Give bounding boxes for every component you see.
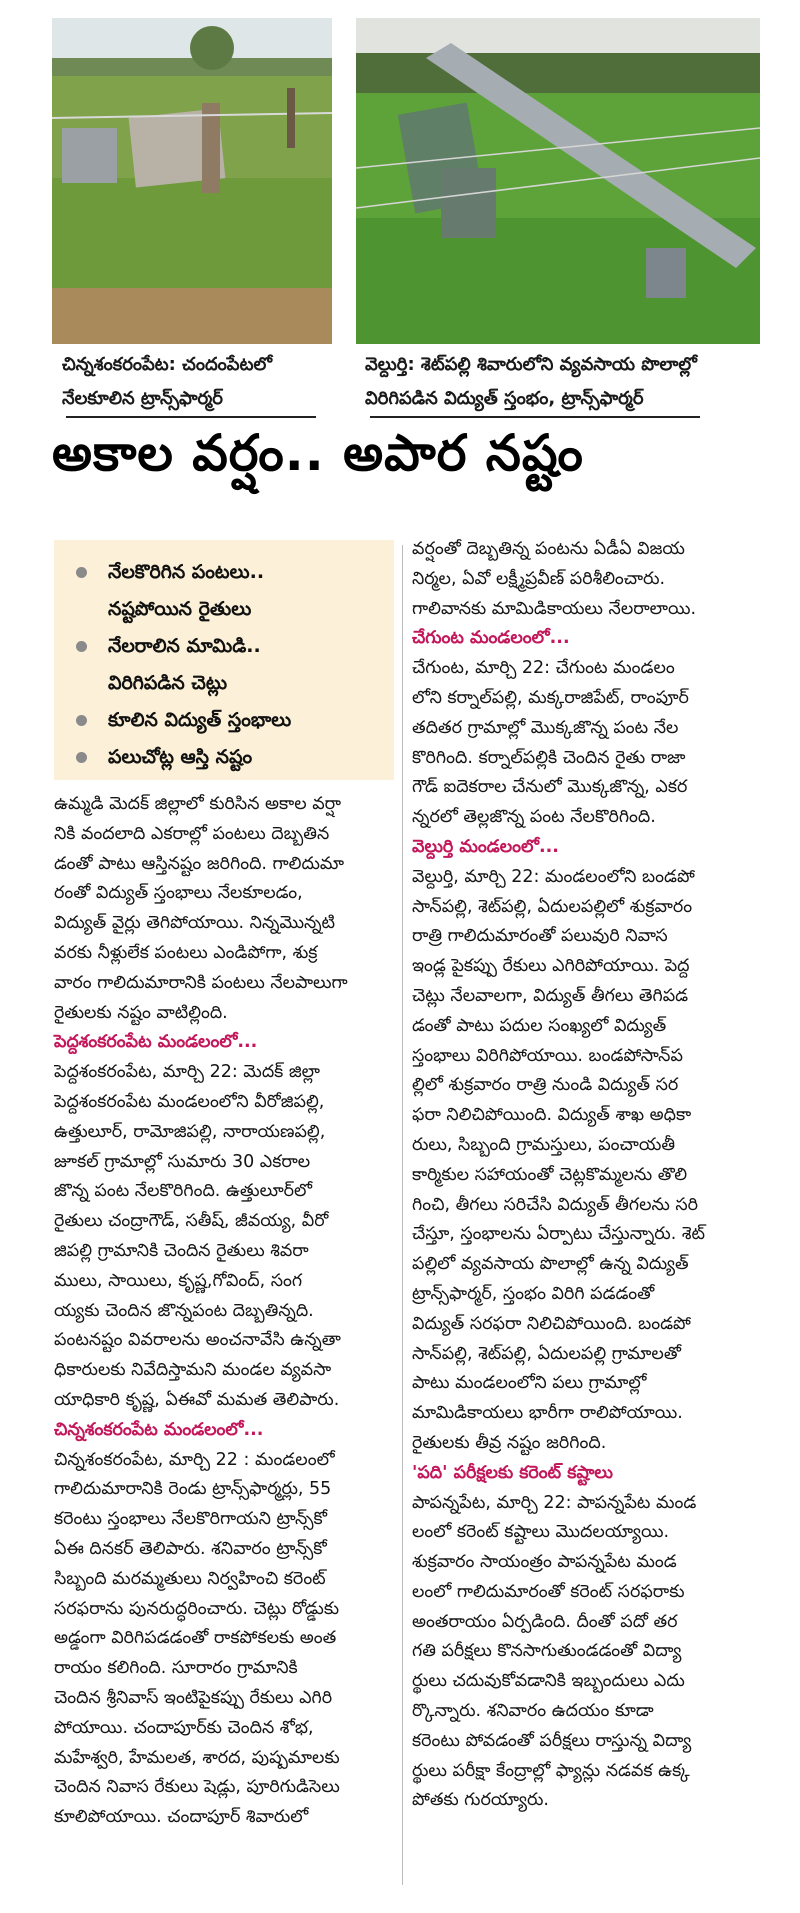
text-line: ట్రాన్స్‌ఫార్మర్, స్తంభం విరిగి పడడంతో <box>412 1283 655 1304</box>
column-divider <box>402 545 403 1885</box>
text-line: పాటు మండలంలోని పలు గ్రామాల్లో <box>412 1373 647 1394</box>
text-line: డంతో పాటు ఆస్తినష్టం జరిగింది. గాలిదుమా <box>54 853 345 874</box>
text-line: ఉమ్మడి మెదక్ జిల్లాలో కురిసిన అకాల వర్షా <box>54 794 342 814</box>
text-line: పెద్దశంకరంపేట, మార్చి 22: మెదక్ జిల్లా <box>54 1062 320 1083</box>
text-line: కొరిగింది. కర్నాల్‌పల్లికి చెందిన రైతు రాజా <box>412 747 686 768</box>
text-line: నికి వందలాది ఎకరాల్లో పంటలు దెబ్బతిన <box>54 823 330 844</box>
caption-line: విరిగిపడిన విద్యుత్ స్తంభం, ట్రాన్స్‌ఫార్మర్ <box>365 388 644 409</box>
text-line: చెందిన నివాస రేకులు షెడ్లు, పూరిగుడిసెలు <box>54 1777 340 1798</box>
text-line: చెట్లు నేలవాలగా, విద్యుత్ తీగలు తెగిపడ <box>412 985 689 1006</box>
text-line: కార్మికుల సహాయంతో చెట్లకొమ్మలను తొలి <box>412 1164 688 1185</box>
text-line: రులు, సిబ్బంది గ్రామస్తులు, పంచాయతీ <box>412 1134 676 1155</box>
caption-line: నేలకూలిన ట్రాన్స్‌ఫార్మర్ <box>62 388 223 409</box>
text-line: కూలిపోయాయి. చందాపూర్ శివారులో <box>54 1807 309 1828</box>
text-line: ధికారులకు నివేదిస్తామని మండల వ్యవసా <box>54 1360 332 1381</box>
text-line: సాన్‌పల్లి, శెట్‌పల్లి, ఏదులపల్లి గ్రామాలతో <box>412 1343 681 1364</box>
text-line: సరఫరాను పునరుద్ధరించారు. చెట్లు రోడ్డుకు <box>54 1598 340 1619</box>
text-line: జొన్న పంట నేలకొరిగింది. ఉత్తులూర్‌లో <box>54 1181 313 1202</box>
highlight-item: నేలరాలిన మామిడి.. <box>76 628 394 665</box>
text-line: రైతులు చంద్రాగౌడ్, సతీష్, జీవయ్య, వీరో <box>54 1211 329 1232</box>
text-line: ల్లిలో శుక్రవారం రాత్రి నుండి విద్యుత్ సర <box>412 1075 679 1096</box>
text-line: చేగుంట, మార్చి 22: చేగుంట మండలం <box>412 658 675 679</box>
text-line: వారం గాలిదుమారానికి పంటలు నేలపాలుగా <box>54 972 348 993</box>
text-line: పెద్దశంకరంపేట మండలంలోని వీరోజిపల్లి, <box>54 1091 325 1112</box>
text-line: ఏఈ దినకర్ తెలిపారు. శనివారం ట్రాన్స్‌కో <box>54 1538 327 1559</box>
text-line: గతి పరీక్షలు కొనసాగుతుండడంతో విద్యా <box>412 1641 682 1662</box>
photo-caption-left <box>62 348 272 416</box>
text-line: వర్షంతో దెబ్బతిన్న పంటను ఏడీఏ విజయ <box>412 539 685 559</box>
text-line: మహేశ్వరి, హేమలత, శారద, పుష్పమాలకు <box>54 1747 340 1768</box>
text-line: నిర్మల, ఏవో లక్ష్మీప్రవీణ్ పరిశీలించారు. <box>412 568 666 589</box>
text-line: ఉత్తులూర్, రామోజిపల్లి, నారాయణపల్లి, <box>54 1121 326 1142</box>
text-line: పోతకు గురయ్యారు. <box>412 1790 549 1811</box>
text-line: ఇండ్ల పైకప్పు రేకులు ఎగిరిపోయాయి. పెద్ద <box>412 956 690 977</box>
right-column <box>412 535 762 1816</box>
bullet-icon <box>76 752 87 763</box>
text-line: శుక్రవారం సాయంత్రం పాపన్నపేట మండ <box>412 1552 677 1573</box>
text-line: ములు, సాయిలు, కృష్ణ,గోవింద్, సంగ <box>54 1270 303 1291</box>
text-line: ఫరా నిలిచిపోయింది. విద్యుత్ శాఖ అధికా <box>412 1105 692 1126</box>
left-column <box>54 790 394 1833</box>
text-line: గాలిదుమారానికి రెండు ట్రాన్స్‌ఫార్మర్లు, 55 <box>54 1479 332 1500</box>
text-line: ర్థులు పరీక్షా కేంద్రాల్లో ఫ్యాన్లు నడవక ఉక్క <box>412 1760 690 1781</box>
text-line: చిన్నశంకరంపేట, మార్చి 22 : మండలంలో <box>54 1449 335 1470</box>
text-line: రైతులకు నష్టం వాటిల్లింది. <box>54 1002 228 1023</box>
highlight-item: కూలిన విద్యుత్ స్తంభాలు <box>76 702 394 739</box>
text-line: గౌడ్ ఐదెకరాల చేనులో మొక్కజొన్న, ఎకర <box>412 777 688 798</box>
bullet-icon <box>76 567 87 578</box>
subheading-exam-power-issues: 'పది' పరీక్షలకు కరెంట్ కష్టాలు <box>412 1462 613 1483</box>
text-line: న్నరలో తెల్లజొన్న పంట నేలకొరిగింది. <box>412 807 656 828</box>
text-line: సిబ్బంది మరమ్మతులు నిర్వహించి కరెంట్ <box>54 1568 326 1589</box>
text-line: య్యకు చెందిన జొన్నపంట దెబ్బతిన్నది. <box>54 1300 314 1321</box>
text-line: అడ్డంగా విరిగిపడడంతో రాకపోకలకు అంత <box>54 1628 337 1649</box>
text-line: ర్కొన్నారు. శనివారం ఉదయం కూడా <box>412 1701 654 1722</box>
text-line: జూకల్ గ్రామాల్లో సుమారు 30 ఎకరాల <box>54 1151 311 1172</box>
text-line: పంటనష్టం వివరాలను అంచనావేసి ఉన్నతా <box>54 1330 341 1351</box>
text-line: ర్థులు చదువుకోవడానికి ఇబ్బందులు ఎదు <box>412 1671 685 1692</box>
photo-caption-right <box>365 348 697 416</box>
text-line: కరెంటు స్తంభాలు నేలకొరిగాయని ట్రాన్స్‌కో <box>54 1509 328 1530</box>
photo-fallen-transformer <box>52 18 332 344</box>
text-line: లంలో గాలిదుమారంతో కరెంట్ సరఫరాకు <box>412 1581 685 1602</box>
text-line: పోయాయి. చందాపూర్‌కు చెందిన శోభ, <box>54 1717 314 1738</box>
text-line: సాన్‌పల్లి, శెట్‌పల్లి, ఏదులపల్లిలో శుక్రవారం <box>412 896 693 917</box>
text-line: విద్యుత్ వైర్లు తెగిపోయాయి. నిన్నమొన్నటి <box>54 913 336 934</box>
text-line: గించి, తీగలు సరిచేసి విద్యుత్ తీగలను సరి <box>412 1194 699 1215</box>
text-line: విద్యుత్ సరఫరా నిలిచిపోయింది. బండపో <box>412 1313 691 1334</box>
text-line: కరెంటు పోవడంతో పరీక్షలు రాస్తున్న విద్యా <box>412 1730 692 1751</box>
text-line: డంతో పాటు పదుల సంఖ్యలో విద్యుత్ <box>412 1015 667 1036</box>
caption-line: వెల్దుర్తి: శెట్‌పల్లి శివారులోని వ్యవసాయ పొలాల్లో <box>365 354 697 375</box>
text-line: వరకు నీళ్లులేక పంటలు ఎండిపోగా, శుక్ర <box>54 942 318 963</box>
text-line: యాధికారి కృష్ణ, ఏఈవో మమత తెలిపారు. <box>54 1389 340 1410</box>
highlights-box <box>54 540 394 780</box>
text-line: మామిడికాయలు భారీగా రాలిపోయాయి. <box>412 1403 683 1424</box>
photo-broken-pole <box>356 18 760 344</box>
text-line: చెందిన శ్రీనివాస్ ఇంటిపైకప్పు రేకులు ఎగిరి <box>54 1687 333 1708</box>
subheading-peddashankarampet: పెద్దశంకరంపేట మండలంలో... <box>54 1032 258 1053</box>
text-line: రంతో విద్యుత్ స్తంభాలు నేలకూలడం, <box>54 883 303 904</box>
highlight-item: పలుచోట్ల ఆస్తి నష్టం <box>76 739 394 776</box>
text-line: లోని కర్నాల్‌పల్లి, మక్కరాజిపేట్, రాంపూర్ <box>412 687 689 708</box>
text-line: లంలో కరెంట్ కష్టాలు మొదలయ్యాయి. <box>412 1522 670 1543</box>
text-line: గాలివానకు మామిడికాయలు నేలరాలాయి. <box>412 598 697 619</box>
highlight-item: నేలకొరిగిన పంటలు.. <box>76 554 394 591</box>
text-line: రాత్రి గాలిదుమారంతో పలువురి నివాస <box>412 926 668 947</box>
highlight-item-cont: విరిగిపడిన చెట్లు <box>108 672 228 694</box>
subheading-chinnashankarampet: చిన్నశంకరంపేట మండలంలో... <box>54 1419 264 1440</box>
bullet-icon <box>76 715 87 726</box>
bullet-icon <box>76 641 87 652</box>
subheading-veldurthi: వెల్దుర్తి మండలంలో... <box>412 836 559 857</box>
text-line: చేస్తూ, స్తంభాలను ఏర్పాటు చేస్తున్నారు. శెట్ <box>412 1224 705 1245</box>
highlight-item-cont: నష్టపోయిన రైతులు <box>108 598 252 620</box>
text-line: రాయం కలిగింది. సూరారం గ్రామానికి <box>54 1658 298 1679</box>
text-line: జిపల్లి గ్రామానికి చెందిన రైతులు శివరా <box>54 1240 309 1261</box>
text-line: పల్లిలో వ్యవసాయ పొలాల్లో ఉన్న విద్యుత్ <box>412 1254 689 1275</box>
headline: అకాల వర్షం.. అపార నష్టం <box>52 424 584 482</box>
text-line: రైతులకు తీవ్ర నష్టం జరిగింది. <box>412 1432 607 1453</box>
caption-line: చిన్నశంకరంపేట: చందంపేటలో <box>62 354 273 375</box>
text-line: అంతరాయం ఏర్పడింది. దీంతో పదో తర <box>412 1611 678 1632</box>
text-line: స్తంభాలు విరిగిపోయాయి. బండపోసాన్‌ప <box>412 1045 683 1066</box>
text-line: వెల్దుర్తి, మార్చి 22: మండలంలోని బండపో <box>412 866 695 887</box>
text-line: తదితర గ్రామాల్లో మొక్కజొన్న పంట నేల <box>412 717 679 738</box>
text-line: పాపన్నపేట, మార్చి 22: పాపన్నపేట మండ <box>412 1492 697 1513</box>
subheading-chegunta: చేగుంట మండలంలో... <box>412 628 570 649</box>
